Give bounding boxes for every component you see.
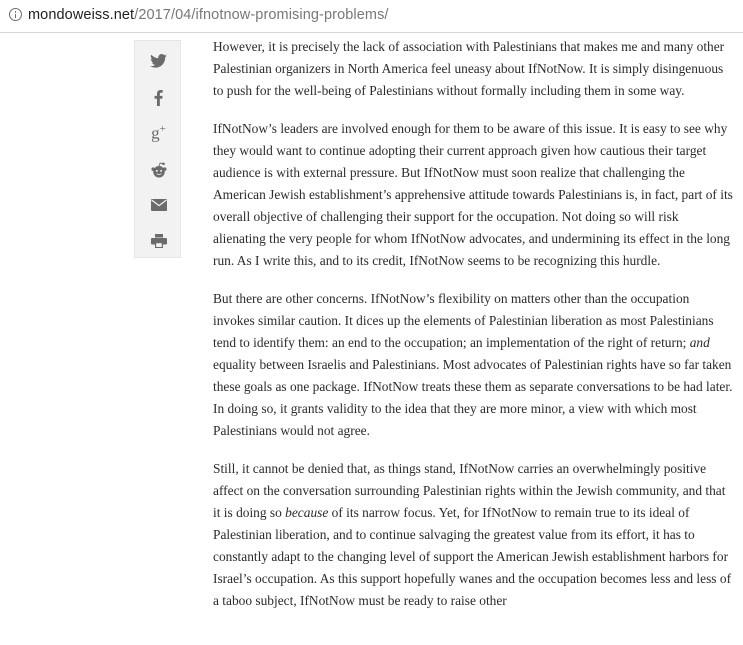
paragraph-4-text-b: of its narrow focus. Yet, for IfNotNow to remain true to its ideal of Palestinian liberation, and to continue salvaging the greatest value from its effort, it has to constantly adapt to the changing level of support the American Jewish establishment harbors for Israel’s occupation. As this support hopefully wanes and the occupation becomes less and less of a taboo subject, IfNotNow must be ready to raise other [213,505,732,608]
site-info-icon[interactable] [9,8,22,21]
google-plus-icon [151,124,166,142]
twitter-icon [150,54,167,68]
address-bar[interactable] [0,0,743,33]
email-icon [151,199,167,211]
paragraph-3-emphasis: and [689,335,710,350]
reddit-share-button[interactable] [135,158,182,182]
paragraph-3-text-b: equality between Israelis and Palestinians. Most advocates of Palestinian rights have so far taken these goals as one package. IfNotNow treats these them as separate conversations to be had later. In doing so, it grants validity to the idea that they are more minor, a view with which most Palestinians would not agree. [213,357,733,438]
print-share-button[interactable] [135,229,182,253]
article-paragraph-1: However, it is precisely the lack of association with Palestinians that makes me and many other Palestinian organizers in North America feel uneasy about IfNotNow. It is simply disingenuous to push for the well-being of Palestinians without formally including them in some way. [213,39,725,98]
print-icon [151,234,167,248]
facebook-icon [154,90,163,106]
facebook-share-button[interactable] [135,86,182,110]
paragraph-4-text-a: Still, it cannot be denied that, as things stand, IfNotNow carries an overwhelmingly positive affect on the conversation surrounding Palestinian rights within the Jewish community, and that it is doing so [213,461,726,520]
paragraph-3-text-a: But there are other concerns. IfNotNow’s flexibility on matters other than the occupation invokes similar caution. It dices up the elements of Palestinian liberation as most Palestinians tend to identify them: an end to the occupation; an implementation of the right of return; [213,291,714,350]
article-paragraph-2: IfNotNow’s leaders are involved enough for them to be aware of this issue. It is easy to see why they would want to continue adopting their current approach given how cautious their target audience is with external pressure. But IfNotNow must soon realize that challenging the American Jewish establishment’s apprehensive attitude towards Palestinians is, in fact, part of its overall objective of challenging their support for the occupation. Not doing so will risk alienating the very people for whom IfNotNow advocates, and undermining its effect in the long run. As I write this, and to its credit, IfNotNow seems to be recognizing this hurdle. [213,121,733,268]
reddit-icon [150,162,168,178]
article-body [213,34,733,628]
url-path: /2017/04/ifnotnow-promising-problems/ [134,7,389,23]
google-plus-share-button[interactable] [135,121,182,145]
google-plus-glyph: g [151,123,160,143]
share-bar [134,40,181,258]
article-paragraph-3 [213,288,733,442]
article-paragraph-4 [213,458,733,612]
google-plus-plus: + [159,123,166,136]
twitter-share-button[interactable] [135,49,182,73]
url-text[interactable] [28,7,389,23]
url-host: mondoweiss.net [28,7,135,23]
paragraph-4-emphasis: because [285,505,329,520]
email-share-button[interactable] [135,193,182,217]
